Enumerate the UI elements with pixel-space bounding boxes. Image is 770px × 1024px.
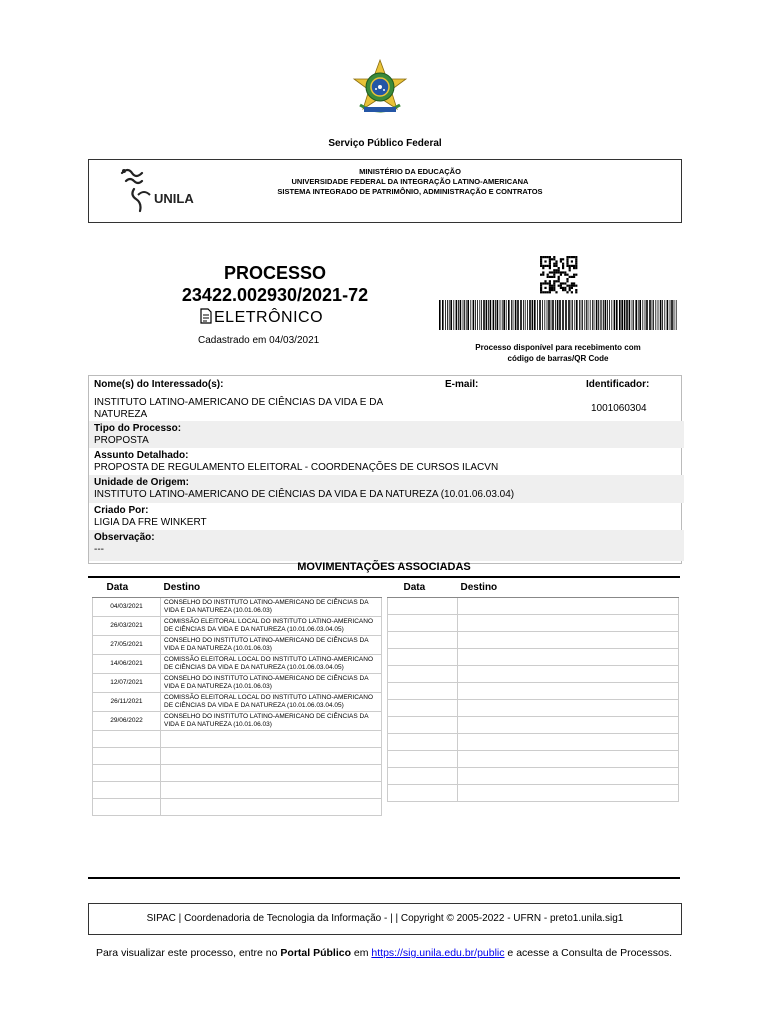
- identificador-value: 1001060304: [591, 403, 647, 414]
- process-number: 23422.002930/2021-72: [181, 285, 369, 305]
- col-destino-header: Destino: [458, 579, 679, 598]
- movement-row: [93, 712, 382, 731]
- movement-destination: CONSELHO DO INSTITUTO LATINO-AMERICANO DE CIÊNCIAS DA VIDA E DA NATUREZA (10.01.06.03): [161, 598, 382, 617]
- movement-destination: CONSELHO DO INSTITUTO LATINO-AMERICANO DE CIÊNCIAS DA VIDA E DA NATUREZA (10.01.06.03): [161, 636, 382, 655]
- process-info-panel: [88, 375, 682, 564]
- system-line: SISTEMA INTEGRADO DE PATRIMÔNIO, ADMINISTRAÇÃO E CONTRATOS: [277, 187, 543, 196]
- criado-label: Criado Por:: [94, 505, 149, 516]
- movement-row: [93, 636, 382, 655]
- movements-table-right: [387, 579, 679, 802]
- empty-movement-row: [93, 799, 382, 816]
- barcode-caption: Processo disponível para recebimento com código de barras/QR Code: [475, 343, 641, 363]
- qr-code-icon: [537, 256, 581, 294]
- interessado-label: Nome(s) do Interessado(s):: [94, 379, 224, 390]
- movement-date: 04/03/2021: [93, 598, 161, 617]
- movement-destination: COMISSÃO ELEITORAL LOCAL DO INSTITUTO LATINO-AMERICANO DE CIÊNCIAS DA VIDA E DA NATUREZA (10.01.06.03.04.05): [161, 617, 382, 636]
- unila-logo-text: UNILA: [154, 191, 194, 206]
- electronic-document-icon: [198, 308, 214, 324]
- empty-movement-row: [388, 734, 679, 751]
- col-data-header: Data: [388, 579, 458, 598]
- empty-movement-row: [388, 683, 679, 700]
- movement-destination: CONSELHO DO INSTITUTO LATINO-AMERICANO DE CIÊNCIAS DA VIDA E DA NATUREZA (10.01.06.03): [161, 674, 382, 693]
- movement-destination: COMISSÃO ELEITORAL LOCAL DO INSTITUTO LATINO-AMERICANO DE CIÊNCIAS DA VIDA E DA NATUREZA (10.01.06.03.04.05): [161, 693, 382, 712]
- movement-row: [93, 674, 382, 693]
- movements-title: MOVIMENTAÇÕES ASSOCIADAS: [297, 561, 471, 573]
- barcode-icon: [437, 300, 679, 330]
- process-title: PROCESSO: [223, 263, 327, 283]
- portal-publico-text: Portal Público: [280, 947, 351, 959]
- empty-movement-row: [388, 717, 679, 734]
- email-label: E-mail:: [445, 379, 479, 390]
- unidade-value: INSTITUTO LATINO-AMERICANO DE CIÊNCIAS DA VIDA E DA NATUREZA (10.01.06.03.04): [94, 489, 515, 500]
- col-data-header: Data: [93, 579, 161, 598]
- interessado-value: INSTITUTO LATINO-AMERICANO DE CIÊNCIAS DA VIDA E DA NATUREZA: [94, 397, 383, 420]
- ministry-line: MINISTÉRIO DA EDUCAÇÃO: [359, 167, 461, 176]
- interessado-row: [89, 379, 679, 423]
- institution-lines: [185, 167, 635, 197]
- movement-row: [93, 693, 382, 712]
- registered-date: Cadastrado em 04/03/2021: [198, 335, 320, 346]
- movement-date: 29/06/2022: [93, 712, 161, 731]
- observacao-row: [89, 530, 684, 561]
- movements-table-left: [92, 579, 382, 816]
- movements-bottom-divider: [88, 877, 680, 879]
- empty-movement-row: [388, 768, 679, 785]
- movement-date: 14/06/2021: [93, 655, 161, 674]
- empty-movement-row: [93, 782, 382, 799]
- movement-destination: COMISSÃO ELEITORAL LOCAL DO INSTITUTO LATINO-AMERICANO DE CIÊNCIAS DA VIDA E DA NATUREZA (10.01.06.03.04.05): [161, 655, 382, 674]
- movement-row: [93, 655, 382, 674]
- empty-movement-row: [93, 731, 382, 748]
- empty-movement-row: [388, 666, 679, 683]
- movement-date: 27/05/2021: [93, 636, 161, 655]
- movement-destination: CONSELHO DO INSTITUTO LATINO-AMERICANO DE CIÊNCIAS DA VIDA E DA NATUREZA (10.01.06.03): [161, 712, 382, 731]
- empty-movement-row: [93, 748, 382, 765]
- unidade-row: [89, 475, 684, 503]
- observacao-label: Observação:: [94, 532, 155, 543]
- tipo-value: PROPOSTA: [94, 435, 149, 446]
- criado-value: LIGIA DA FRE WINKERT: [94, 517, 207, 528]
- assunto-label: Assunto Detalhado:: [94, 450, 189, 461]
- empty-movement-row: [388, 751, 679, 768]
- tipo-row: [89, 421, 684, 448]
- electronic-badge: [198, 308, 323, 327]
- empty-movement-row: [93, 765, 382, 782]
- movement-row: [93, 598, 382, 617]
- portal-link[interactable]: https://sig.unila.edu.br/public: [371, 947, 505, 959]
- observacao-value: ---: [94, 544, 104, 555]
- empty-movement-row: [388, 598, 679, 615]
- movement-date: 12/07/2021: [93, 674, 161, 693]
- portal-instructions: Para visualizar este processo, entre no Portal Público em https://sig.unila.edu.br/public e acesse a Consulta de Processos.: [95, 947, 673, 959]
- col-destino-header: Destino: [161, 579, 382, 598]
- movement-date: 26/11/2021: [93, 693, 161, 712]
- empty-movement-row: [388, 785, 679, 802]
- criado-row: [89, 503, 684, 530]
- movement-date: 26/03/2021: [93, 617, 161, 636]
- identificador-label: Identificador:: [586, 379, 650, 390]
- university-line: UNIVERSIDADE FEDERAL DA INTEGRAÇÃO LATINO-AMERICANA: [291, 177, 529, 186]
- service-title: Serviço Público Federal: [328, 138, 442, 149]
- system-footer: SIPAC | Coordenadoria de Tecnologia da Informação - | | Copyright © 2005-2022 - UFRN - preto1.unila.sig1: [88, 903, 682, 935]
- movements-divider: [88, 576, 680, 578]
- empty-movement-row: [388, 700, 679, 717]
- brazil-coat-of-arms-icon: [345, 57, 415, 117]
- assunto-value: PROPOSTA DE REGULAMENTO ELEITORAL - COORDENAÇÕES DE CURSOS ILACVN: [94, 462, 499, 473]
- assunto-row: [89, 448, 684, 475]
- unidade-label: Unidade de Origem:: [94, 477, 190, 488]
- tipo-label: Tipo do Processo:: [94, 423, 182, 434]
- movement-row: [93, 617, 382, 636]
- empty-movement-row: [388, 649, 679, 666]
- process-heading: [140, 262, 410, 306]
- electronic-label: ELETRÔNICO: [214, 309, 324, 326]
- empty-movement-row: [388, 615, 679, 632]
- empty-movement-row: [388, 632, 679, 649]
